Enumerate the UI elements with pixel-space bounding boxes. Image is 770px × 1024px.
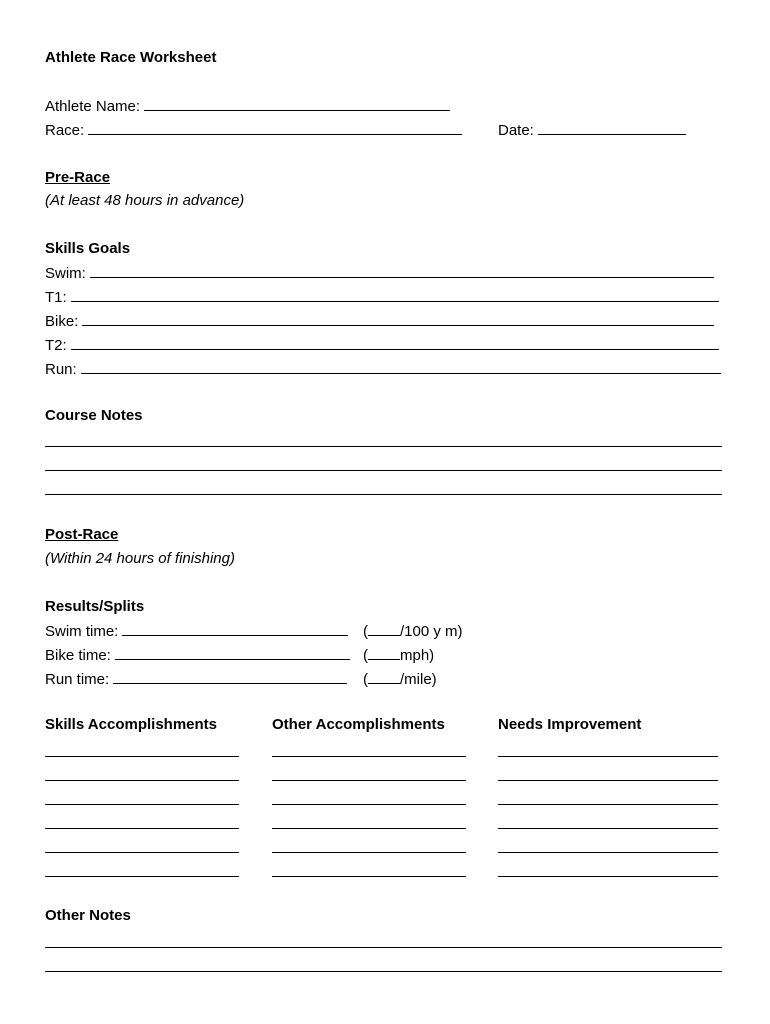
swim-pace-field[interactable] xyxy=(368,621,400,636)
needs-improvement-line[interactable] xyxy=(498,804,718,805)
results-heading: Results/Splits xyxy=(45,598,145,615)
athlete-name-label: Athlete Name: xyxy=(45,98,141,115)
skills-goal-label: T2: xyxy=(45,337,67,354)
athlete-name-row xyxy=(45,96,450,116)
needs-improvement-line[interactable] xyxy=(498,756,718,757)
swim-pace-unit: /100 y m) xyxy=(400,623,463,640)
skills-accomplishments-line[interactable] xyxy=(45,852,239,853)
skills-goal-field[interactable] xyxy=(81,359,721,374)
bike-time-label: Bike time: xyxy=(45,647,111,664)
skills-goal-bike xyxy=(45,311,714,331)
needs-improvement-line[interactable] xyxy=(498,828,718,829)
needs-improvement-line[interactable] xyxy=(498,780,718,781)
skills-goals-heading: Skills Goals xyxy=(45,240,131,257)
skills-goal-field[interactable] xyxy=(71,287,719,302)
run-pace xyxy=(363,669,437,689)
other-accomplishments-line[interactable] xyxy=(272,756,466,757)
other-notes-heading: Other Notes xyxy=(45,907,131,924)
other-accomplishments-line[interactable] xyxy=(272,828,466,829)
skills-accomplishments-line[interactable] xyxy=(45,756,239,757)
other-notes-line[interactable] xyxy=(45,971,722,972)
skills-goal-label: Bike: xyxy=(45,313,79,330)
other-accomplishments-line[interactable] xyxy=(272,876,466,877)
skills-goal-field[interactable] xyxy=(82,311,714,326)
date-row xyxy=(498,120,686,140)
skills-goal-field[interactable] xyxy=(71,335,719,350)
bike-time-field[interactable] xyxy=(115,645,350,660)
swim-time-label: Swim time: xyxy=(45,623,119,640)
needs-improvement-line[interactable] xyxy=(498,852,718,853)
swim-pace xyxy=(363,621,463,641)
skills-goal-label: Run: xyxy=(45,361,77,378)
skills-goal-field[interactable] xyxy=(90,263,714,278)
skills-accomplishments-line[interactable] xyxy=(45,828,239,829)
skills-goal-t1 xyxy=(45,287,719,307)
skills-goal-t2 xyxy=(45,335,719,355)
swim-time-field[interactable] xyxy=(122,621,348,636)
run-pace-open: ( xyxy=(363,671,368,688)
skills-goal-swim xyxy=(45,263,714,283)
swim-pace-open: ( xyxy=(363,623,368,640)
run-time-row xyxy=(45,669,347,689)
race-label: Race: xyxy=(45,122,85,139)
bike-pace-open: ( xyxy=(363,647,368,664)
bike-time-row xyxy=(45,645,350,665)
pre-race-heading: Pre-Race xyxy=(45,169,111,186)
other-accomplishments-line[interactable] xyxy=(272,852,466,853)
pre-race-subtitle: (At least 48 hours in advance) xyxy=(45,192,245,209)
bike-pace-unit: mph) xyxy=(400,647,435,664)
course-notes-line[interactable] xyxy=(45,446,722,447)
worksheet-title: Athlete Race Worksheet xyxy=(45,49,217,66)
post-race-subtitle: (Within 24 hours of finishing) xyxy=(45,550,235,567)
swim-time-row xyxy=(45,621,348,641)
post-race-heading: Post-Race xyxy=(45,526,119,543)
skills-goal-label: Swim: xyxy=(45,265,86,282)
needs-improvement-line[interactable] xyxy=(498,876,718,877)
athlete-name-field[interactable] xyxy=(144,96,450,111)
course-notes-line[interactable] xyxy=(45,470,722,471)
skills-accomplishments-heading: Skills Accomplishments xyxy=(45,716,218,733)
bike-pace xyxy=(363,645,434,665)
race-row xyxy=(45,120,462,140)
course-notes-line[interactable] xyxy=(45,494,722,495)
course-notes-heading: Course Notes xyxy=(45,407,143,424)
run-pace-unit: /mile) xyxy=(400,671,437,688)
run-time-label: Run time: xyxy=(45,671,110,688)
run-time-field[interactable] xyxy=(113,669,347,684)
skills-accomplishments-line[interactable] xyxy=(45,804,239,805)
date-label: Date: xyxy=(498,122,534,139)
other-notes-line[interactable] xyxy=(45,947,722,948)
date-field[interactable] xyxy=(538,120,686,135)
other-accomplishments-heading: Other Accomplishments xyxy=(272,716,445,733)
skills-goal-run xyxy=(45,359,721,379)
bike-pace-field[interactable] xyxy=(368,645,400,660)
skills-accomplishments-line[interactable] xyxy=(45,780,239,781)
other-accomplishments-line[interactable] xyxy=(272,780,466,781)
other-accomplishments-line[interactable] xyxy=(272,804,466,805)
run-pace-field[interactable] xyxy=(368,669,400,684)
skills-accomplishments-line[interactable] xyxy=(45,876,239,877)
needs-improvement-heading: Needs Improvement xyxy=(498,716,642,733)
skills-goal-label: T1: xyxy=(45,289,67,306)
race-field[interactable] xyxy=(88,120,462,135)
